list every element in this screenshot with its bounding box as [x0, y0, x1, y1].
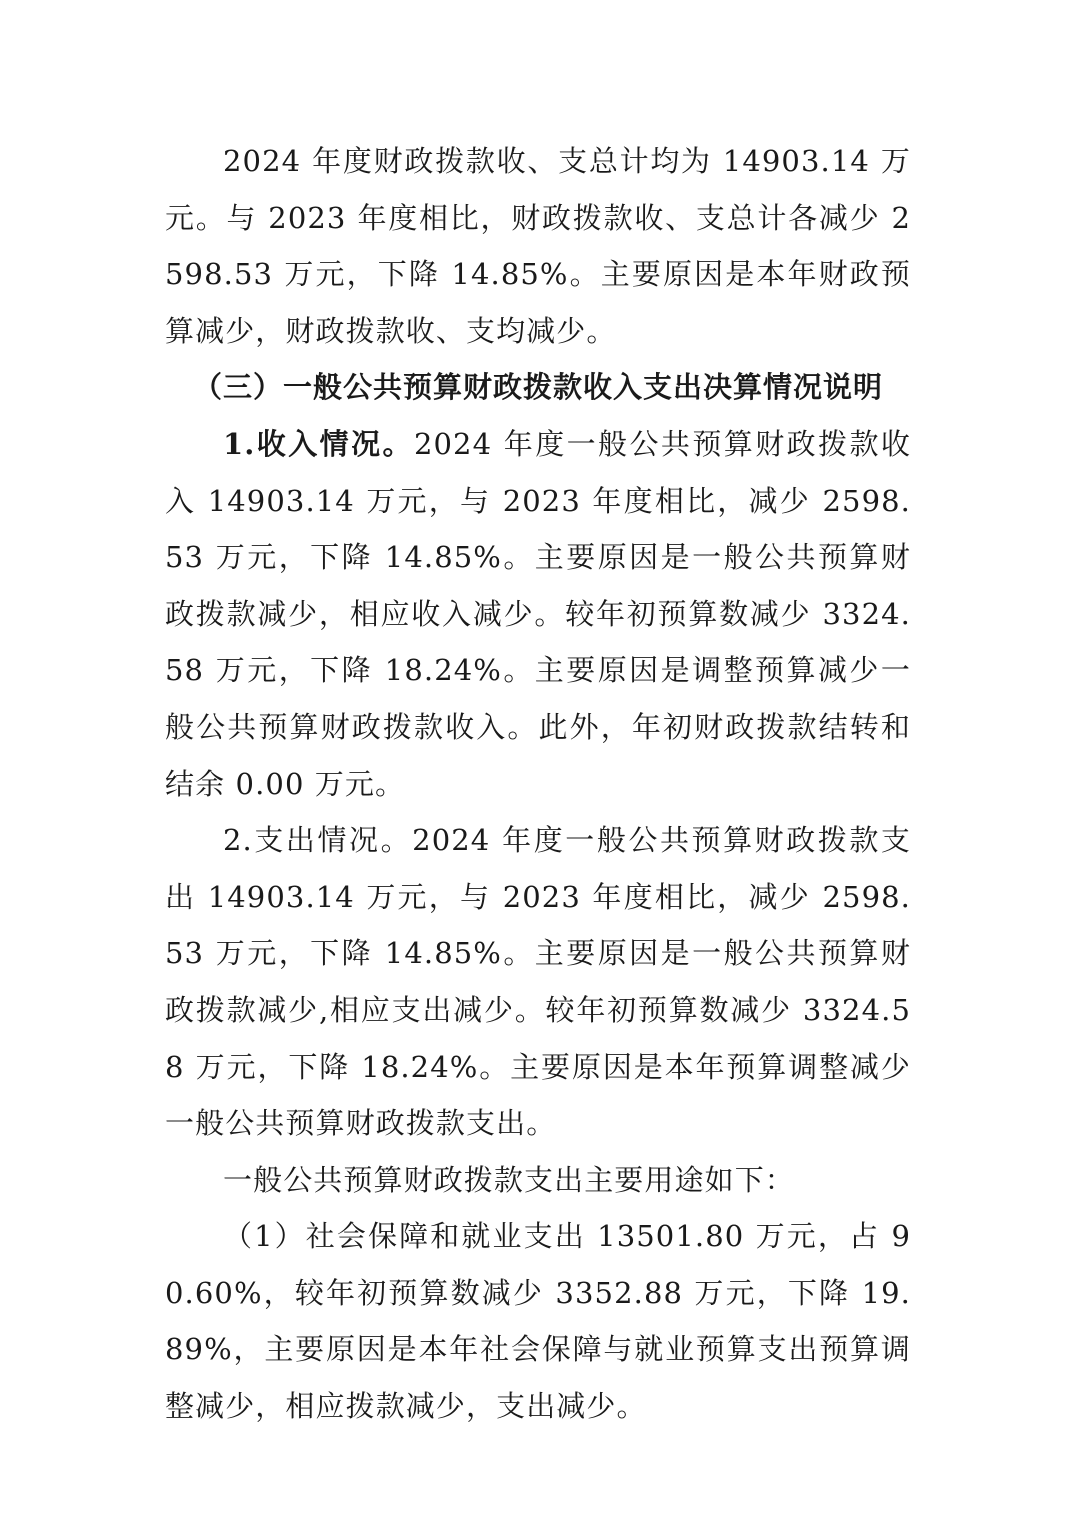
paragraph-income	[165, 416, 911, 812]
paragraph-fiscal-total: 2024 年度财政拨款收、支总计均为 14903.14 万元。与 2023 年度相比，财政拨款收、支总计各减少 2598.53 万元，下降 14.85%。主要原因是本年财政预算减少，财政拨款收、支均减少。	[165, 144, 911, 348]
income-lead: 1.收入情况。	[223, 426, 414, 461]
paragraph-expense: 2.支出情况。2024 年度一般公共预算财政拨款支出 14903.14 万元，与 2023 年度相比，减少 2598.53 万元，下降 14.85%。主要原因是一般公共预算财政拨款减少,相应支出减少。较年初预算数减少 3324.58 万元，下降 18.24%。主要原因是本年预算调整减少一般公共预算财政拨款支出。	[165, 823, 911, 1141]
document-page	[165, 133, 911, 1435]
section-heading: （三）一般公共预算财政拨款收入支出决算情况说明	[192, 370, 883, 405]
income-body: 2024 年度一般公共预算财政拨款收入 14903.14 万元，与 2023 年度相比，减少 2598.53 万元，下降 14.85%。主要原因是一般公共预算财政拨款减少，相应收入减少。较年初预算数减少 3324.58 万元，下降 18.24%。主要原因是调整预算减少一般公共预算财政拨款收入。此外，年初财政拨款结转和结余 0.00 万元。	[165, 426, 911, 801]
paragraph-item-1: （1）社会保障和就业支出 13501.80 万元，占 90.60%，较年初预算数减少 3352.88 万元，下降 19.89%，主要原因是本年社会保障与就业预算支出预算调整减少，相应拨款减少，支出减少。	[165, 1219, 911, 1424]
paragraph-uses-intro: 一般公共预算财政拨款支出主要用途如下：	[223, 1162, 795, 1197]
